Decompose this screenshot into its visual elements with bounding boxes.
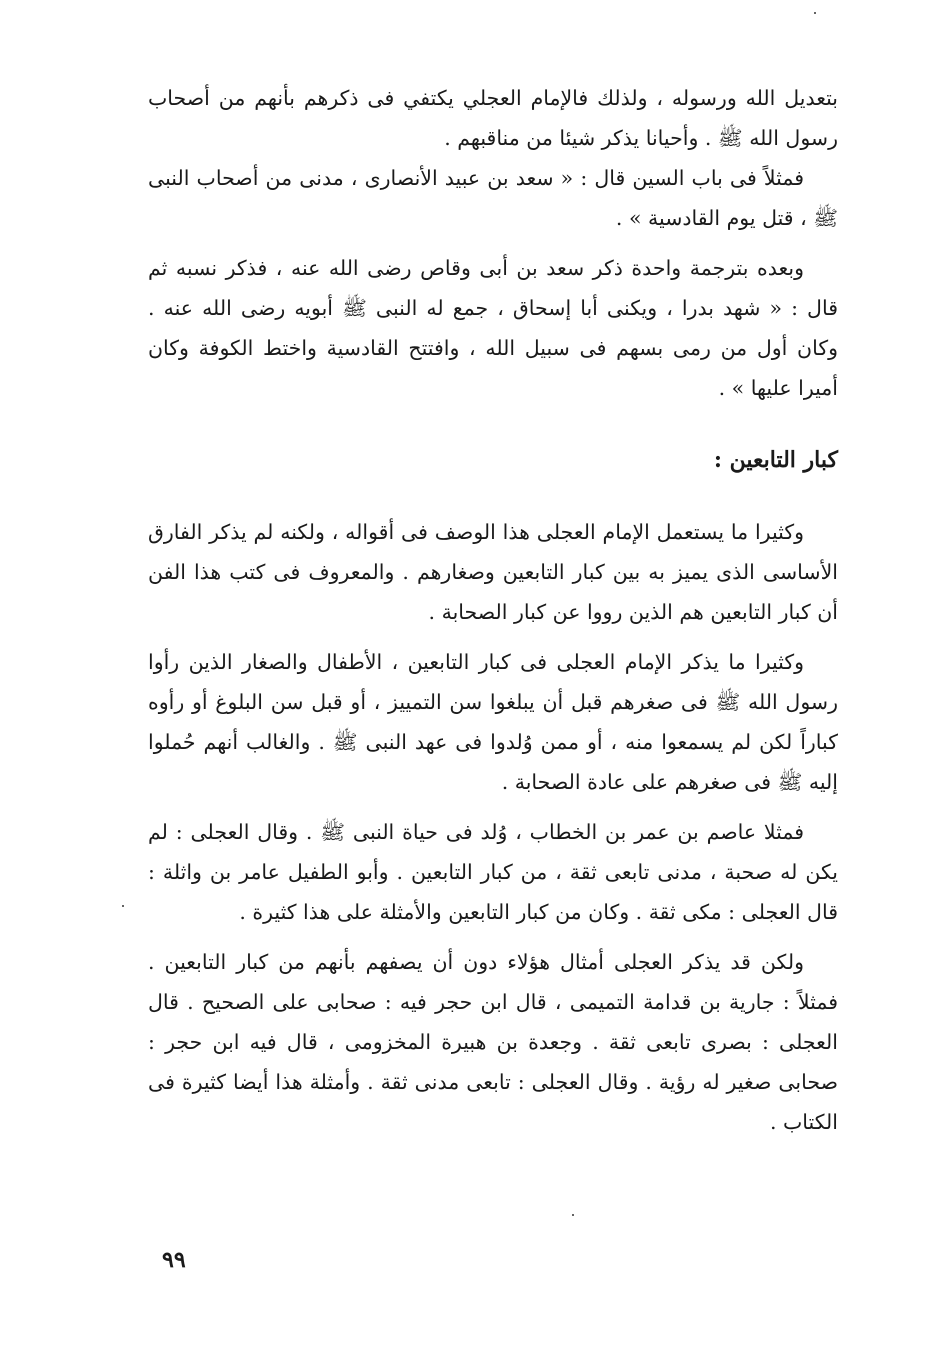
paragraph-children-companions: وكثيرا ما يذكر الإمام العجلى فى كبار التابعين ، الأطفال والصغار الذين رأوا رسول الله ﷺ فى صغرهم قبل أن يبلغوا سن التمييز ، أو قبل سن البلوغ أو رأوه كباراً لكن لم يسمعوا منه ، أو ممن وُلدوا فى عهد النبى ﷺ . والغالب أنهم حُملوا إليه ﷺ فى صغرهم على عادة الصحابة .	[148, 650, 838, 794]
page-body	[148, 78, 838, 1142]
paragraph-kibar-definition: وكثيرا ما يستعمل الإمام العجلى هذا الوصف فى أقواله ، ولكنه لم يذكر الفارق الأساسى الذى يميز به بين كبار التابعين وصغارهم . والمعروف فى كتب هذا الفن أن كبار التابعين هم الذين رووا عن كبار الصحابة .	[148, 520, 838, 624]
page-number: ٩٩	[162, 1247, 186, 1273]
section-heading: كبار التابعين :	[713, 447, 838, 473]
paragraph-example-saad-bin-ubaid: فمثلاً فى باب السين قال : « سعد بن عبيد الأنصارى ، مدنى من أصحاب النبى ﷺ ، قتل يوم القادسية » .	[148, 166, 838, 230]
paragraph-saad-bin-abi-waqqas: وبعده بترجمة واحدة ذكر سعد بن أبى وقاص رضى الله عنه ، فذكر نسبه ثم قال : « شهد بدرا ، ويكنى أبا إسحاق ، جمع له النبى ﷺ أبويه رضى الله عنه . وكان أول من رمى بسهم فى سبيل الله ، وافتتح القادسية واختط الكوفة وكان أميرا عليها » .	[148, 256, 838, 400]
paragraph-example-asim: فمثلا عاصم بن عمر بن الخطاب ، وُلد فى حياة النبى ﷺ . وقال العجلى : لم يكن له صحبة ، مدنى تابعى ثقة ، من كبار التابعين . وأبو الطفيل عامر بن واثلة : قال العجلى : مكى ثقة . وكان من كبار التابعين والأمثلة على هذا كثيرة .	[148, 820, 838, 924]
scan-speck	[122, 905, 124, 907]
scan-speck	[814, 12, 816, 14]
paragraph-intro: بتعديل الله ورسوله ، ولذلك فالإمام العجلي يكتفي فى ذكرهم بأنهم من أصحاب رسول الله ﷺ . وأحيانا يذكر شيئا من مناقبهم .	[148, 86, 838, 150]
paragraph-without-description: ولكن قد يذكر العجلى أمثال هؤلاء دون أن يصفهم بأنهم من كبار التابعين . فمثلاً : جارية بن قدامة التميمى ، قال ابن حجر فيه : صحابى على الصحيح . قال العجلى : بصرى تابعى ثقة . وجعدة بن هبيرة المخزومى ، قال فيه ابن حجر : صحابى صغير له رؤية . وقال العجلى : تابعى مدنى ثقة . وأمثلة هذا أيضا كثيرة فى الكتاب .	[148, 950, 838, 1134]
scan-speck	[572, 1214, 574, 1216]
